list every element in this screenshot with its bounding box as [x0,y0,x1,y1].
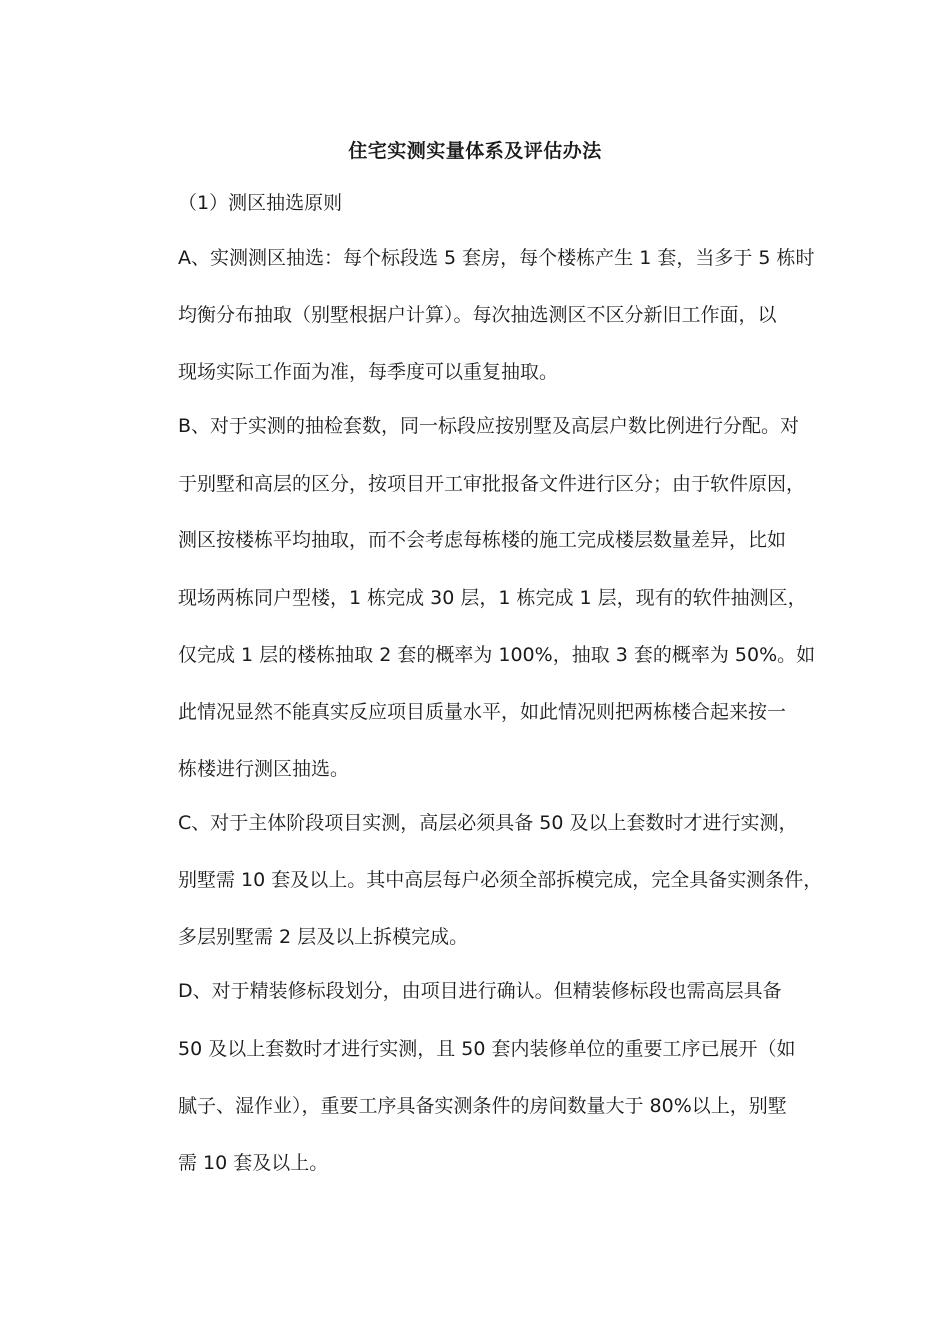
section-heading: （1）测区抽选原则 [178,192,343,214]
paragraph-line: 50 及以上套数时才进行实测，且 50 套内装修单位的重要工序已展开（如 [178,1038,796,1060]
paragraph-line: 多层别墅需 2 层及以上拆模完成。 [178,926,469,948]
paragraph-line: 现场两栋同户型楼，1 栋完成 30 层，1 栋完成 1 层，现有的软件抽测区， [178,587,807,609]
paragraph-line: 现场实际工作面为准，每季度可以重复抽取。 [178,361,559,383]
paragraph-line: 此情况显然不能真实反应项目质量水平，如此情况则把两栋楼合起来按一 [178,701,787,723]
paragraph-line: C、对于主体阶段项目实测，高层必须具备 50 及以上套数时才进行实测， [178,812,798,834]
paragraph-line: 别墅需 10 套及以上。其中高层每户必须全部拆模完成，完全具备实测条件， [178,869,823,891]
paragraph-line: B、对于实测的抽检套数，同一标段应按别墅及高层户数比例进行分配。对 [178,415,800,437]
paragraph-line: 栋楼进行测区抽选。 [178,758,350,780]
document-title: 住宅实测实量体系及评估办法 [348,140,602,162]
paragraph-line: 需 10 套及以上。 [178,1152,329,1174]
paragraph-line: 腻子、湿作业），重要工序具备实测条件的房间数量大于 80%以上，别墅 [178,1095,787,1117]
paragraph-line: 于别墅和高层的区分，按项目开工审批报备文件进行区分；由于软件原因， [178,473,806,495]
paragraph-line: 仅完成 1 层的楼栋抽取 2 套的概率为 100%，抽取 3 套的概率为 50%。如 [178,644,816,666]
paragraph-line: 测区按楼栋平均抽取，而不会考虑每栋楼的施工完成楼层数量差异，比如 [178,529,787,551]
paragraph-line: 均衡分布抽取（别墅根据户计算）。每次抽选测区不区分新旧工作面，以 [178,304,777,326]
paragraph-line: D、对于精装修标段划分，由项目进行确认。但精装修标段也需高层具备 [178,980,782,1002]
paragraph-line: A、实测测区抽选：每个标段选 5 套房，每个楼栋产生 1 套，当多于 5 栋时 [178,247,815,269]
